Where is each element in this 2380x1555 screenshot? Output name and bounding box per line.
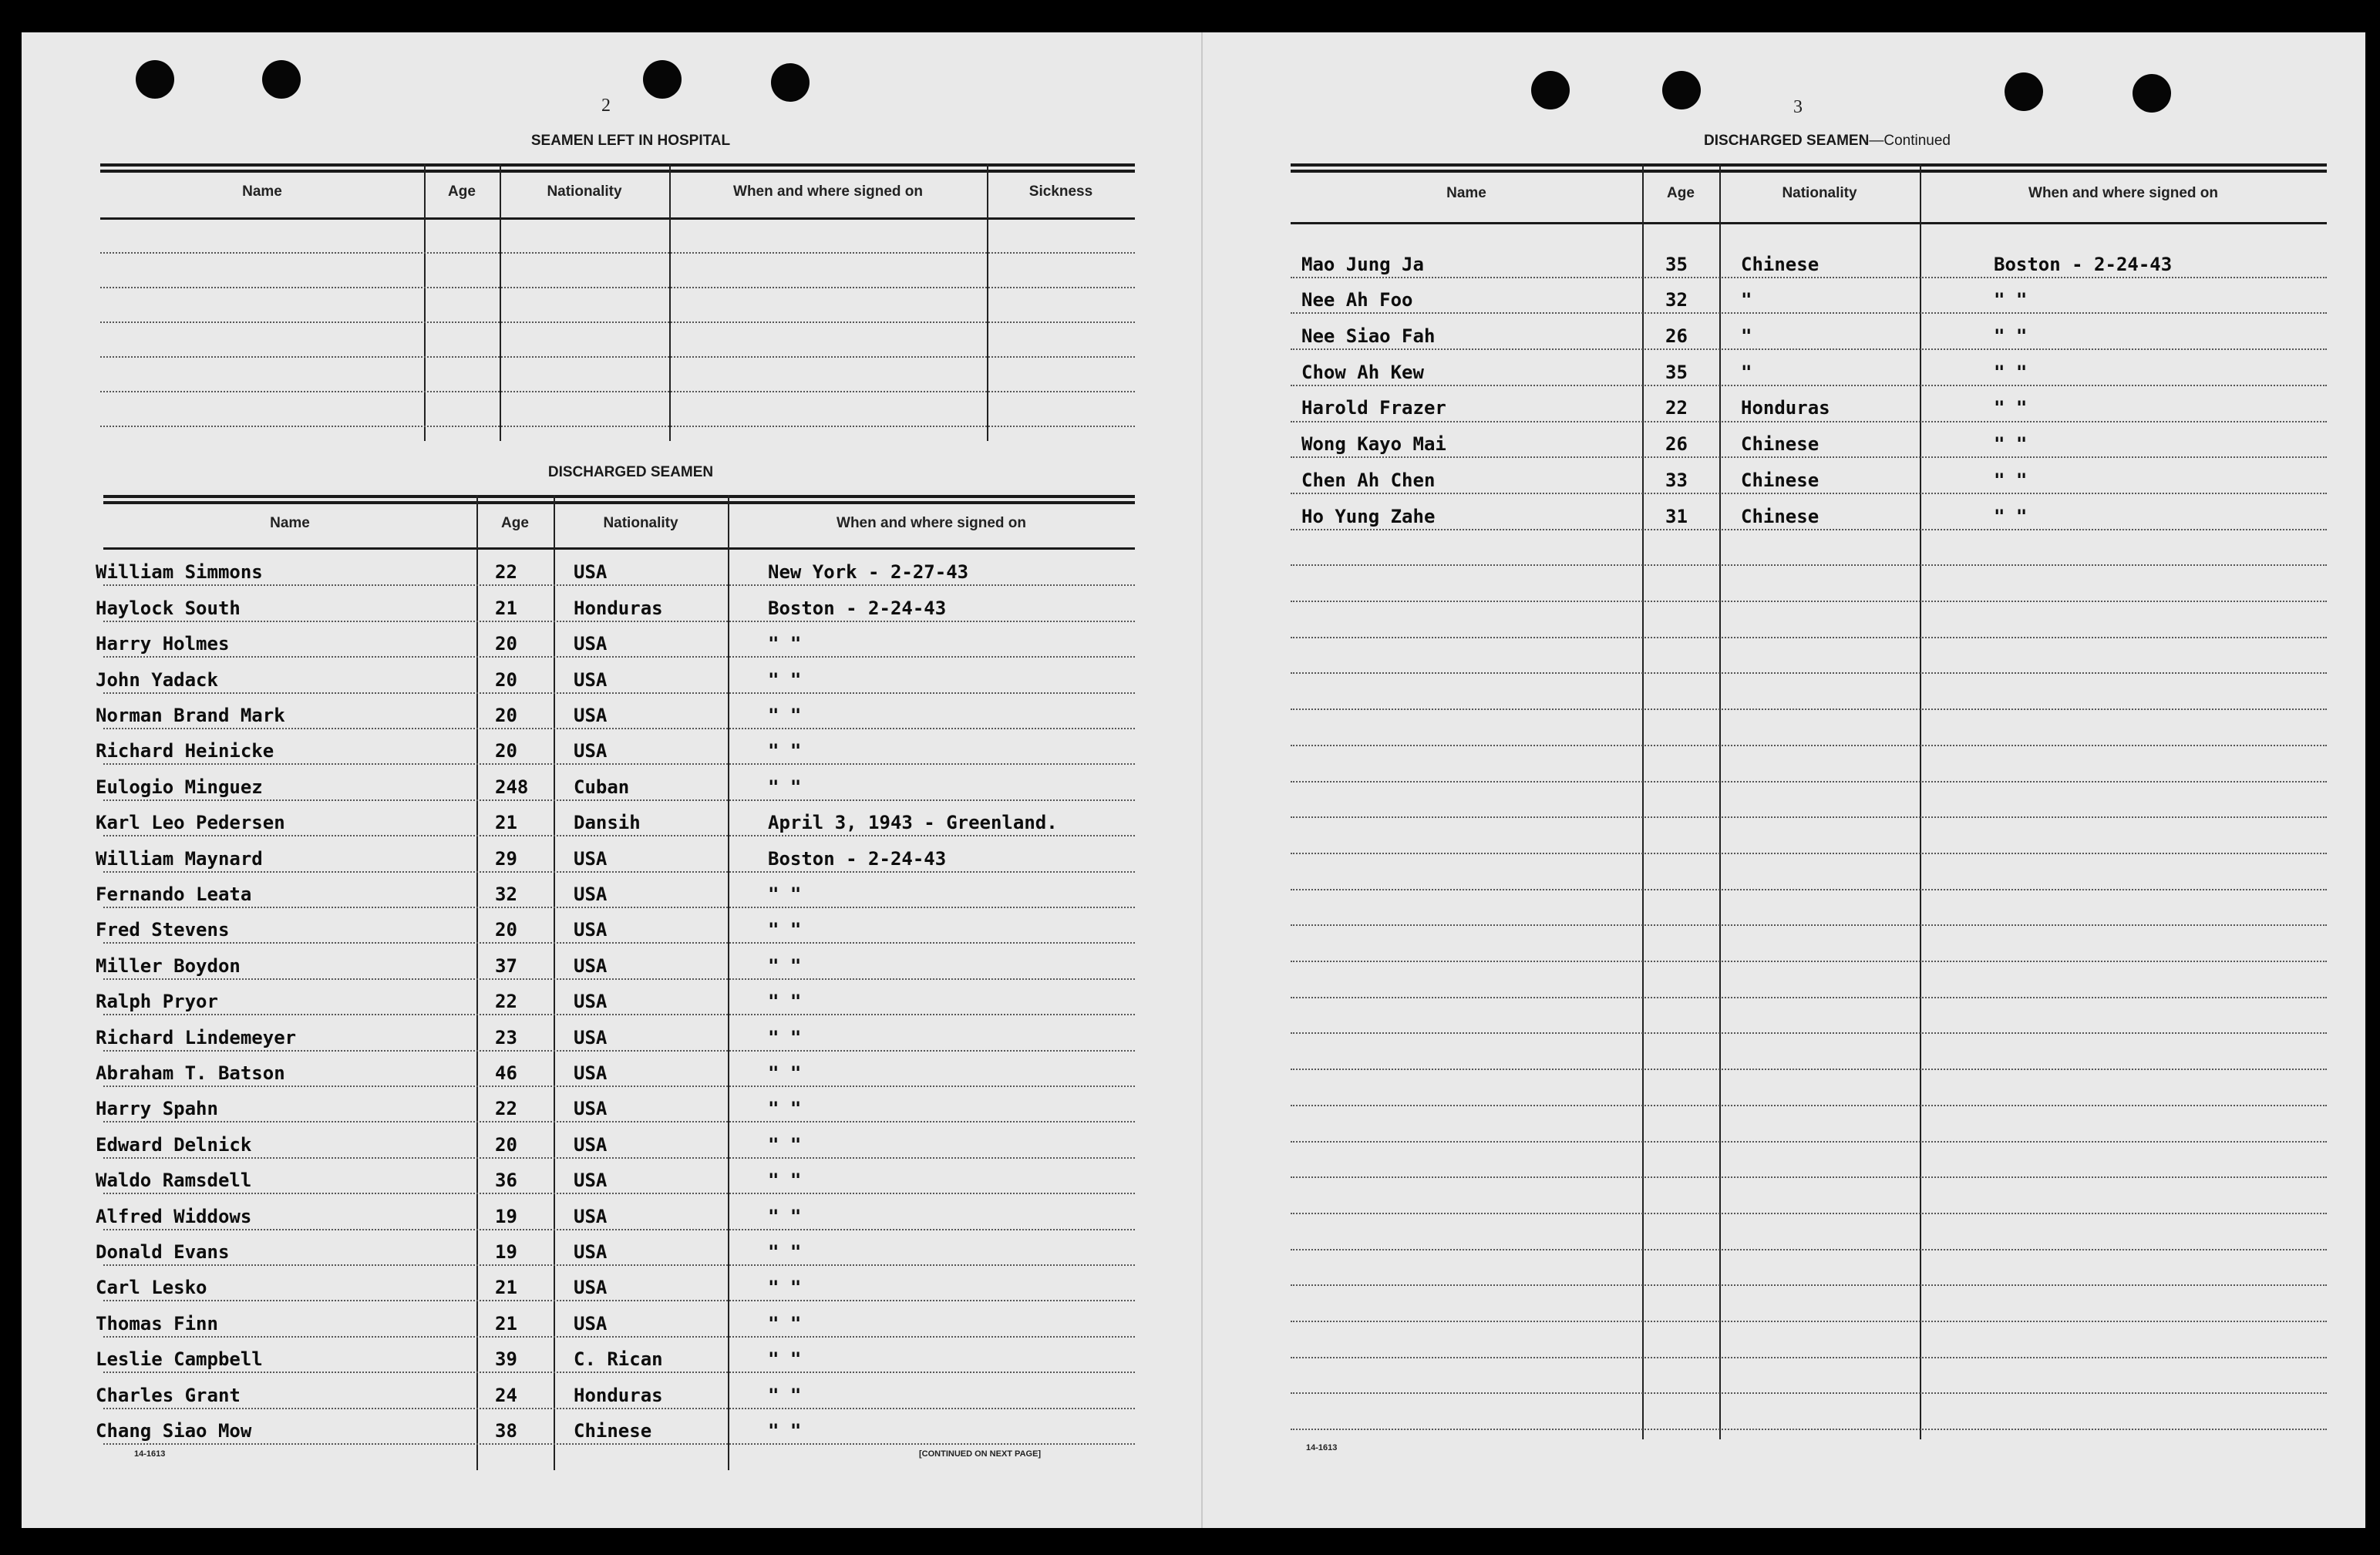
cell-name: Wong Kayo Mai — [1301, 433, 1446, 456]
column-header-nationality: Nationality — [547, 183, 622, 200]
cell-age: 31 — [1665, 505, 1688, 527]
cell-nationality: " — [1741, 289, 1752, 311]
discharged-continued-table — [1291, 163, 2327, 1439]
column-header-name: Name — [1446, 185, 1486, 201]
table-row — [96, 907, 1135, 942]
cell-signed-on: " " — [768, 991, 802, 1013]
cell-age: 19 — [495, 1205, 517, 1227]
cell-signed-on: " " — [768, 740, 802, 762]
form-number: 14-1613 — [134, 1449, 166, 1459]
cell-age: 22 — [495, 1098, 517, 1120]
cell-age: 26 — [1665, 433, 1688, 456]
cell-age: 21 — [495, 812, 517, 834]
table-row — [96, 584, 1135, 620]
table-row — [96, 1193, 1135, 1228]
hospital-table — [100, 163, 1135, 441]
table-row — [96, 835, 1135, 870]
table-row — [96, 1229, 1135, 1264]
cell-age: 23 — [495, 1026, 517, 1048]
table-row — [1291, 348, 2327, 385]
cell-name: Mao Jung Ja — [1301, 253, 1424, 275]
cell-age: 35 — [1665, 253, 1688, 275]
cell-signed-on: " " — [768, 668, 802, 691]
column-header-age: Age — [448, 183, 476, 200]
table-row — [96, 728, 1135, 763]
hospital-section-title: SEAMEN LEFT IN HOSPITAL — [530, 133, 731, 149]
cell-nationality: " — [1741, 325, 1752, 348]
cell-nationality: Chinese — [574, 1419, 652, 1442]
punch-hole — [1662, 71, 1701, 109]
form-number: 14-1613 — [1306, 1443, 1338, 1452]
cell-age: 21 — [495, 1277, 517, 1299]
cell-name: Haylock South — [96, 597, 241, 619]
cell-nationality: Dansih — [574, 812, 641, 834]
table-row — [96, 1014, 1135, 1049]
table-row — [1291, 385, 2327, 421]
cell-name: William Maynard — [96, 847, 263, 870]
cell-name: Chow Ah Kew — [1301, 361, 1424, 383]
cell-name: Ralph Pryor — [96, 991, 218, 1013]
cell-name: Donald Evans — [96, 1240, 230, 1263]
cell-signed-on: " " — [1994, 361, 2028, 383]
table-row — [96, 1050, 1135, 1085]
cell-signed-on: Boston - 2-24-43 — [768, 597, 947, 619]
cell-signed-on: " " — [768, 1026, 802, 1048]
cell-nationality: USA — [574, 1205, 608, 1227]
cell-nationality: USA — [574, 954, 608, 977]
document-sheet — [22, 32, 2365, 1528]
cell-signed-on: " " — [768, 1098, 802, 1120]
cell-age: 20 — [495, 704, 517, 726]
cell-name: Chang Siao Mow — [96, 1419, 252, 1442]
punch-hole — [2133, 74, 2171, 113]
cell-signed-on: " " — [768, 1062, 802, 1084]
cell-nationality: Cuban — [574, 776, 630, 798]
cell-nationality: USA — [574, 1098, 608, 1120]
cell-name: Harold Frazer — [1301, 397, 1446, 419]
table-row — [96, 692, 1135, 728]
page-number: 3 — [1793, 97, 1803, 117]
punch-hole — [2005, 72, 2043, 111]
cell-name: Edward Delnick — [96, 1133, 252, 1156]
cell-signed-on: " " — [768, 1348, 802, 1371]
punch-hole — [262, 60, 301, 99]
cell-name: John Yadack — [96, 668, 218, 691]
table-row — [96, 1408, 1135, 1443]
cell-nationality: Honduras — [1741, 397, 1830, 419]
column-header-age: Age — [1667, 185, 1695, 201]
cell-nationality: USA — [574, 1133, 608, 1156]
table-row — [96, 549, 1135, 584]
cell-age: 20 — [495, 740, 517, 762]
cell-age: 36 — [495, 1170, 517, 1192]
cell-age: 22 — [495, 561, 517, 584]
cell-signed-on: " " — [1994, 325, 2028, 348]
right-page — [1201, 32, 2367, 1528]
table-row — [96, 1300, 1135, 1335]
cell-age: 29 — [495, 847, 517, 870]
cell-age: 248 — [495, 776, 529, 798]
cell-nationality: USA — [574, 633, 608, 655]
table-row — [96, 799, 1135, 835]
cell-name: Carl Lesko — [96, 1277, 207, 1299]
cell-age: 46 — [495, 1062, 517, 1084]
cell-name: Ho Yung Zahe — [1301, 505, 1436, 527]
cell-name: Karl Leo Pedersen — [96, 812, 285, 834]
cell-age: 24 — [495, 1384, 517, 1406]
cell-signed-on: " " — [768, 1133, 802, 1156]
cell-name: Richard Heinicke — [96, 740, 274, 762]
column-header-signed-on: When and where signed on — [837, 515, 1026, 531]
cell-nationality: USA — [574, 704, 608, 726]
cell-nationality: USA — [574, 740, 608, 762]
cell-age: 26 — [1665, 325, 1688, 348]
cell-name: Harry Spahn — [96, 1098, 218, 1120]
table-row — [96, 1372, 1135, 1407]
cell-name: Fernando Leata — [96, 883, 252, 905]
punch-hole — [136, 60, 174, 99]
cell-name: Fred Stevens — [96, 919, 230, 941]
table-row — [96, 942, 1135, 978]
cell-age: 20 — [495, 668, 517, 691]
cell-signed-on: Boston - 2-24-43 — [1994, 253, 2173, 275]
table-row — [96, 656, 1135, 692]
cell-name: Chen Ah Chen — [1301, 469, 1436, 491]
cell-signed-on: " " — [768, 1205, 802, 1227]
cell-name: Harry Holmes — [96, 633, 230, 655]
left-page — [22, 32, 1201, 1528]
cell-name: Abraham T. Batson — [96, 1062, 285, 1084]
table-row — [1291, 493, 2327, 529]
column-header-name: Name — [242, 183, 282, 200]
cell-signed-on: " " — [768, 1312, 802, 1335]
table-row — [96, 621, 1135, 656]
cell-name: Norman Brand Mark — [96, 704, 285, 726]
cell-age: 22 — [1665, 397, 1688, 419]
cell-age: 21 — [495, 597, 517, 619]
page-number: 2 — [601, 96, 611, 116]
table-row — [96, 1085, 1135, 1121]
cell-name: Miller Boydon — [96, 954, 241, 977]
table-row — [96, 1121, 1135, 1156]
cell-nationality: USA — [574, 668, 608, 691]
table-row — [96, 1264, 1135, 1300]
cell-signed-on: " " — [768, 1384, 802, 1406]
cell-age: 39 — [495, 1348, 517, 1371]
cell-signed-on: " " — [768, 1419, 802, 1442]
cell-signed-on: " " — [768, 1170, 802, 1192]
punch-hole — [1531, 71, 1570, 109]
cell-signed-on: " " — [1994, 433, 2028, 456]
cell-signed-on: New York - 2-27-43 — [768, 561, 969, 584]
cell-signed-on: " " — [1994, 397, 2028, 419]
cell-nationality: Honduras — [574, 1384, 663, 1406]
cell-age: 38 — [495, 1419, 517, 1442]
cell-age: 20 — [495, 1133, 517, 1156]
cell-signed-on: Boston - 2-24-43 — [768, 847, 947, 870]
cell-nationality: Chinese — [1741, 505, 1820, 527]
cell-signed-on: " " — [1994, 505, 2028, 527]
continued-note: [CONTINUED ON NEXT PAGE] — [919, 1449, 1042, 1459]
cell-nationality: Chinese — [1741, 253, 1820, 275]
table-row — [1291, 241, 2327, 277]
cell-age: 37 — [495, 954, 517, 977]
table-row — [96, 1336, 1135, 1372]
discharged-continued-title: DISCHARGED SEAMEN—Continued — [1704, 133, 1951, 149]
cell-age: 20 — [495, 919, 517, 941]
column-header-signed-on: When and where signed on — [2028, 185, 2218, 201]
cell-signed-on: " " — [768, 883, 802, 905]
column-header-nationality: Nationality — [603, 515, 678, 531]
cell-nationality: C. Rican — [574, 1348, 663, 1371]
cell-nationality: Honduras — [574, 597, 663, 619]
cell-age: 21 — [495, 1312, 517, 1335]
cell-age: 35 — [1665, 361, 1688, 383]
cell-nationality: USA — [574, 883, 608, 905]
cell-age: 33 — [1665, 469, 1688, 491]
cell-signed-on: " " — [1994, 469, 2028, 491]
cell-nationality: USA — [574, 1026, 608, 1048]
cell-nationality: USA — [574, 1277, 608, 1299]
cell-age: 22 — [495, 991, 517, 1013]
cell-signed-on: " " — [768, 776, 802, 798]
table-row — [1291, 421, 2327, 457]
cell-age: 19 — [495, 1240, 517, 1263]
column-header-signed-on: When and where signed on — [733, 183, 923, 200]
table-row — [1291, 456, 2327, 493]
table-row — [96, 871, 1135, 907]
cell-name: Eulogio Minguez — [96, 776, 263, 798]
table-row — [1291, 312, 2327, 348]
cell-signed-on: " " — [768, 633, 802, 655]
cell-signed-on: " " — [768, 1240, 802, 1263]
cell-nationality: USA — [574, 1170, 608, 1192]
cell-name: Alfred Widdows — [96, 1205, 252, 1227]
table-row — [96, 763, 1135, 799]
cell-signed-on: " " — [768, 1277, 802, 1299]
column-header-name: Name — [270, 515, 310, 531]
cell-nationality: USA — [574, 1062, 608, 1084]
column-header-sickness: Sickness — [1028, 183, 1093, 200]
table-row — [1291, 277, 2327, 313]
table-row — [96, 1157, 1135, 1193]
cell-name: William Simmons — [96, 561, 263, 584]
cell-nationality: USA — [574, 991, 608, 1013]
cell-name: Richard Lindemeyer — [96, 1026, 297, 1048]
cell-age: 32 — [495, 883, 517, 905]
cell-nationality: USA — [574, 847, 608, 870]
cell-nationality: " — [1741, 361, 1752, 383]
cell-signed-on: April 3, 1943 - Greenland. — [768, 812, 1058, 834]
table-row — [96, 978, 1135, 1014]
cell-name: Thomas Finn — [96, 1312, 218, 1335]
cell-nationality: Chinese — [1741, 433, 1820, 456]
cell-signed-on: " " — [768, 919, 802, 941]
column-header-nationality: Nationality — [1782, 185, 1857, 201]
cell-name: Nee Ah Foo — [1301, 289, 1413, 311]
cell-age: 32 — [1665, 289, 1688, 311]
column-header-age: Age — [501, 515, 529, 531]
cell-name: Charles Grant — [96, 1384, 241, 1406]
cell-signed-on: " " — [1994, 289, 2028, 311]
cell-signed-on: " " — [768, 954, 802, 977]
cell-name: Leslie Campbell — [96, 1348, 263, 1371]
cell-signed-on: " " — [768, 704, 802, 726]
cell-nationality: USA — [574, 561, 608, 584]
cell-name: Waldo Ramsdell — [96, 1170, 252, 1192]
cell-name: Nee Siao Fah — [1301, 325, 1436, 348]
cell-nationality: USA — [574, 1312, 608, 1335]
discharged-table — [96, 495, 1135, 1470]
punch-hole — [643, 60, 682, 99]
cell-nationality: USA — [574, 919, 608, 941]
cell-nationality: USA — [574, 1240, 608, 1263]
cell-nationality: Chinese — [1741, 469, 1820, 491]
discharged-section-title: DISCHARGED SEAMEN — [547, 464, 714, 480]
cell-age: 20 — [495, 633, 517, 655]
punch-hole — [771, 63, 810, 102]
